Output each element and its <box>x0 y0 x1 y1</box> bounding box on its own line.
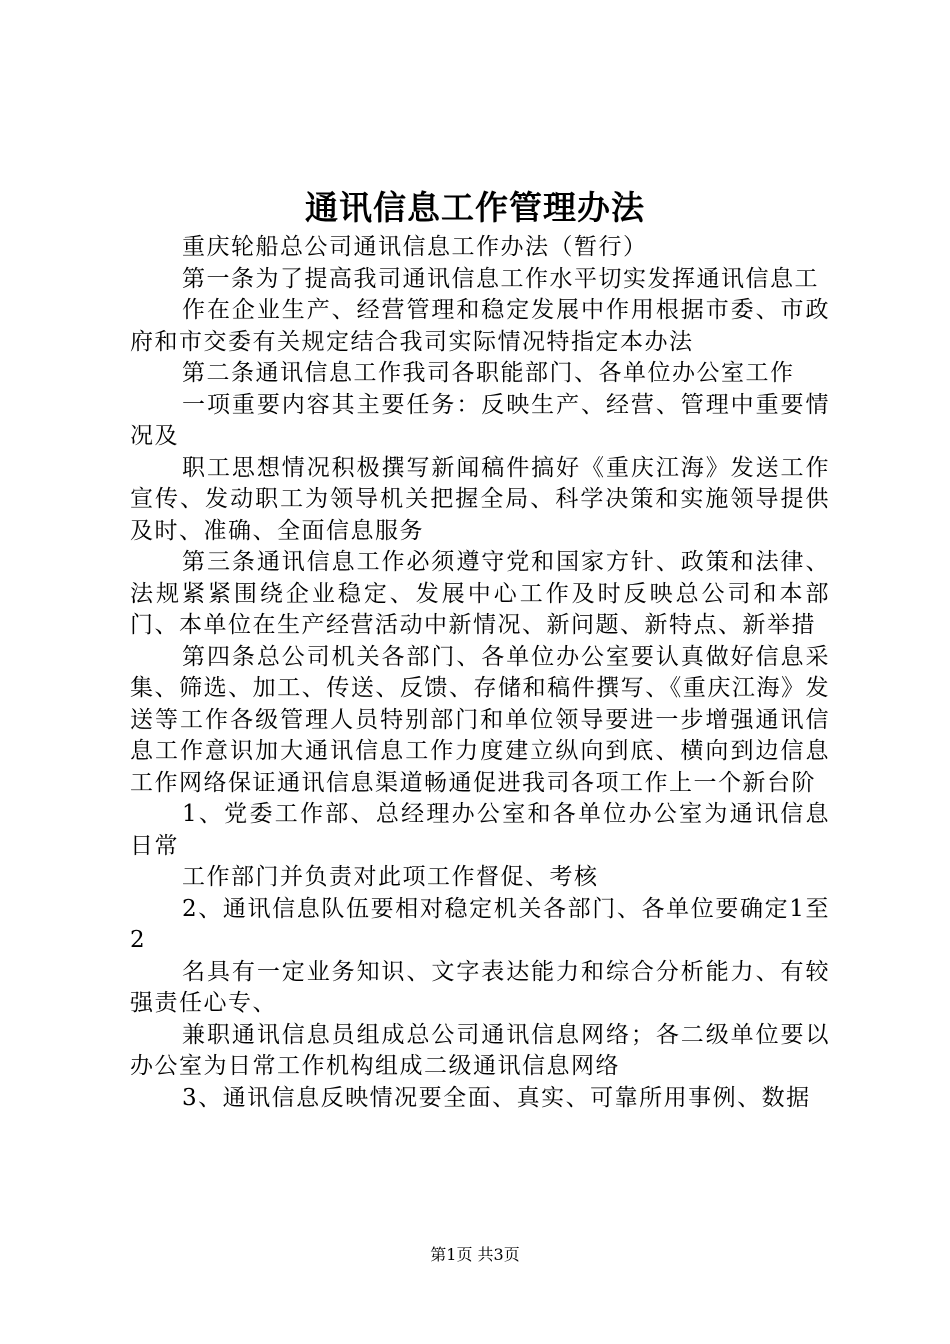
paragraph: 一项重要内容其主要任务：反映生产、经营、管理中重要情况及 <box>130 391 830 449</box>
paragraph: 2、通讯信息队伍要相对稳定机关各部门、各单位要确定1至2 <box>130 895 830 953</box>
document-body <box>130 232 830 1114</box>
paragraph: 3、通讯信息反映情况要全面、真实、可靠所用事例、数据 <box>182 1084 811 1111</box>
paragraph: 名具有一定业务知识、文字表达能力和综合分析能力、有较强责任心专、 <box>130 958 830 1016</box>
document-title: 通讯信息工作管理办法 <box>305 188 645 227</box>
paragraph: 1、党委工作部、总经理办公室和各单位办公室为通讯信息日常 <box>130 801 830 859</box>
paragraph: 工作部门并负责对此项工作督促、考核 <box>182 864 599 890</box>
paragraph: 第一条为了提高我司通讯信息工作水平切实发挥通讯信息工 <box>182 265 819 292</box>
paragraph: 作在企业生产、经营管理和稳定发展中作用根据市委、市政府和市交委有关规定结合我司实际情况特指定本办法 <box>130 297 830 355</box>
paragraph: 兼职通讯信息员组成总公司通讯信息网络；各二级单位要以办公室为日常工作机构组成二级通讯信息网络 <box>130 1021 830 1079</box>
paragraph: 第二条通讯信息工作我司各职能部门、各单位办公室工作 <box>182 360 795 386</box>
paragraph: 第三条通讯信息工作必须遵守党和国家方针、政策和法律、法规紧紧围绕企业稳定、发展中心工作及时反映总公司和本部门、本单位在生产经营活动中新情况、新问题、新特点、新举措 <box>130 549 830 638</box>
page-footer: 第1页 共3页 <box>430 1245 520 1264</box>
paragraph: 重庆轮船总公司通讯信息工作办法（暂行） <box>182 234 648 260</box>
paragraph: 职工思想情况积极撰写新闻稿件搞好《重庆江海》发送工作宣传、发动职工为领导机关把握全局、科学决策和实施领导提供及时、准确、全面信息服务 <box>130 454 830 544</box>
paragraph: 第四条总公司机关各部门、各单位办公室要认真做好信息采集、筛选、加工、传送、反馈、存储和稿件撰写、《重庆江海》发送等工作各级管理人员特别部门和单位领导要进一步增强通讯信息工作意识加大通讯信息工作力度建立纵向到底、横向到边信息工作网络保证通讯信息渠道畅通促进我司各项工作上一个新台阶 <box>130 643 830 796</box>
